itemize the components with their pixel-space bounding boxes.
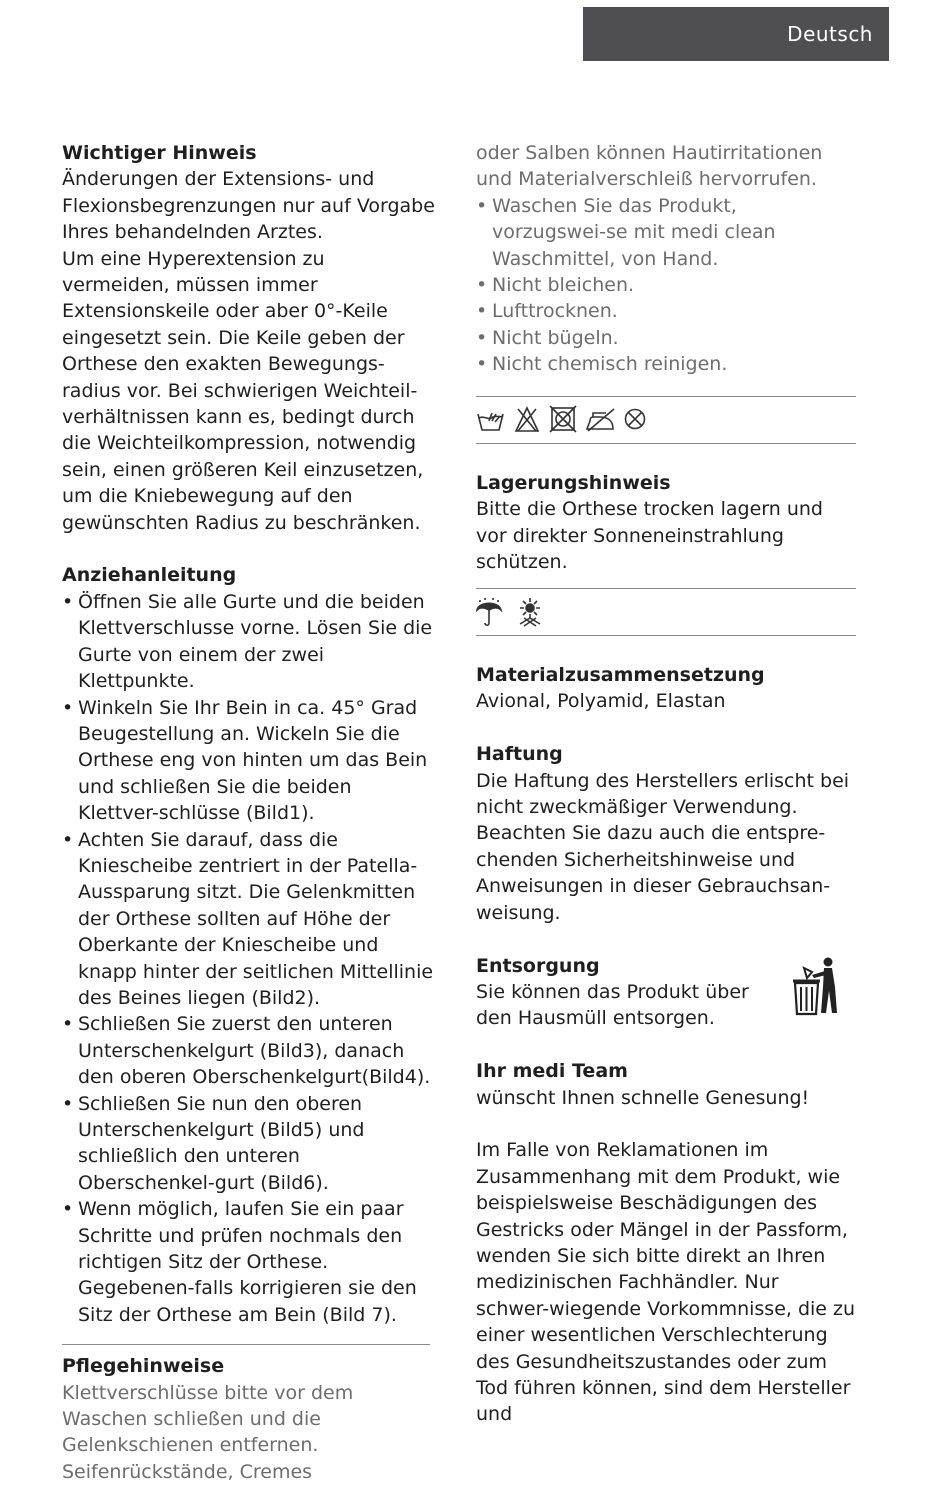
list-item: • Lufttrocknen. bbox=[476, 298, 856, 324]
list-item: • Nicht bleichen. bbox=[476, 272, 856, 298]
right-column bbox=[476, 140, 856, 1428]
care-heading: Pflegehinweise bbox=[62, 1355, 225, 1378]
list-item: • Wenn möglich, laufen Sie ein paar Schritte und prüfen nochmals den richtigen Sitz der Orthese. Gegebenen-falls korrigieren sie den Sitz der Orthese am Bein (Bild 7). bbox=[62, 1196, 438, 1328]
important-note-heading: Wichtiger Hinweis bbox=[62, 142, 257, 164]
keep-dry-icon bbox=[477, 598, 501, 625]
list-item: • Nicht bügeln. bbox=[476, 325, 856, 351]
language-tab: Deutsch bbox=[583, 7, 889, 61]
waste-bin-icon bbox=[790, 957, 842, 1019]
liability-text: Die Haftung des Herstellers erlischt bei nicht zweckmäßiger Verwendung. Beachten Sie dazu auch die entspre-chenden Sicherheitshinweise und Anweisungen in dieser Gebrauchsan-weisung. bbox=[476, 769, 850, 924]
care-symbols bbox=[476, 397, 856, 443]
no-dry-clean-icon bbox=[626, 409, 645, 428]
liability-heading: Haftung bbox=[476, 743, 563, 766]
no-tumble-dry-icon bbox=[550, 406, 576, 432]
divider bbox=[62, 1344, 430, 1345]
left-column bbox=[62, 140, 438, 1485]
important-note-text-1: Änderungen der Extensions- und Flexionsbegrenzungen nur auf Vorgabe Ihres behandelnden Arztes. bbox=[62, 168, 435, 244]
care-text: Klettverschlüsse bitte vor dem Waschen schließen und die Gelenkschienen entfernen. Seifenrückstände, Cremes bbox=[62, 1381, 354, 1483]
disposal-section bbox=[476, 953, 856, 1032]
team-heading: Ihr medi Team bbox=[476, 1060, 628, 1083]
material-heading: Materialzusammensetzung bbox=[476, 664, 765, 687]
disposal-text: Sie können das Produkt über den Hausmüll entsorgen. bbox=[476, 980, 749, 1030]
disposal-heading: Entsorgung bbox=[476, 954, 600, 977]
list-item: • Winkeln Sie Ihr Bein in ca. 45° Grad Beugestellung an. Wickeln Sie die Orthese eng von hinten um das Bein und schließen Sie die beiden Klettver-schlüsse (Bild1). bbox=[62, 695, 438, 827]
hand-wash-icon bbox=[478, 413, 503, 430]
complaints-text: Im Falle von Reklamationen im Zusammenhang mit dem Produkt, wie beispielsweise Beschädigungen des Gestricks oder Mängel in der Passform, wenden Sie sich bitte direkt an Ihren medizinischen Fachhändler. Nur schwer-wiegende Vorkommnisse, die zu einer wesentlichen Verschlechterung des Gesundheitszustandes oder zum Tod führen können, sind dem Hersteller und bbox=[476, 1139, 856, 1426]
storage-symbols bbox=[476, 589, 856, 635]
list-item: • Achten Sie darauf, dass die Kniescheibe zentriert in der Patella-Aussparung sitzt. Die Gelenkmitten der Orthese sollten auf Höhe der Oberkante der Kniescheibe und knapp hinter der seitlichen Mittellinie des Beines liegen (Bild2). bbox=[62, 827, 438, 1012]
list-item: • Öffnen Sie alle Gurte und die beiden Klettverschlusse vorne. Lösen Sie die Gurte von einem der zwei Klettpunkte. bbox=[62, 589, 438, 695]
list-item: • Nicht chemisch reinigen. bbox=[476, 351, 856, 377]
storage-heading: Lagerungshinweis bbox=[476, 472, 671, 495]
important-note-text-2: Um eine Hyperextension zu vermeiden, müssen immer Extensionskeile oder aber 0°-Keile eingesetzt sein. Die Keile geben der Orthese den exakten Bewegungs-radius vor. Bei schwierigen Weichteil-verhältnissen kann es, bedingt durch die Weichteilkompression, notwendig sein, einen größeren Keil einzusetzen, um die Kniebewegung auf den gewünschten Radius zu beschränken. bbox=[62, 247, 424, 534]
instructions-list bbox=[62, 589, 438, 1328]
keep-away-from-sunlight-icon bbox=[520, 598, 540, 626]
list-item: • Waschen Sie das Produkt, vorzugswei-se mit medi clean Waschmittel, von Hand. bbox=[476, 193, 856, 272]
list-item: • Schließen Sie zuerst den unteren Unterschenkelgurt (Bild3), danach den oberen Oberschenkelgurt(Bild4). bbox=[62, 1011, 438, 1090]
material-text: Avional, Polyamid, Elastan bbox=[476, 690, 726, 713]
list-item: • Schließen Sie nun den oberen Unterschenkelgurt (Bild5) und schließlich den unteren Oberschenkel-gurt (Bild6). bbox=[62, 1091, 438, 1197]
instructions-heading: Anziehanleitung bbox=[62, 564, 237, 587]
care-text-continued: oder Salben können Hautirritationen und Materialverschleiß hervorrufen. bbox=[476, 142, 823, 191]
storage-text: Bitte die Orthese trocken lagern und vor direkter Sonneneinstrahlung schützen. bbox=[476, 498, 823, 574]
care-list bbox=[476, 193, 856, 378]
no-bleach-icon bbox=[516, 408, 538, 431]
no-iron-icon bbox=[587, 409, 614, 431]
team-text: wünscht Ihnen schnelle Genesung! bbox=[476, 1086, 810, 1109]
